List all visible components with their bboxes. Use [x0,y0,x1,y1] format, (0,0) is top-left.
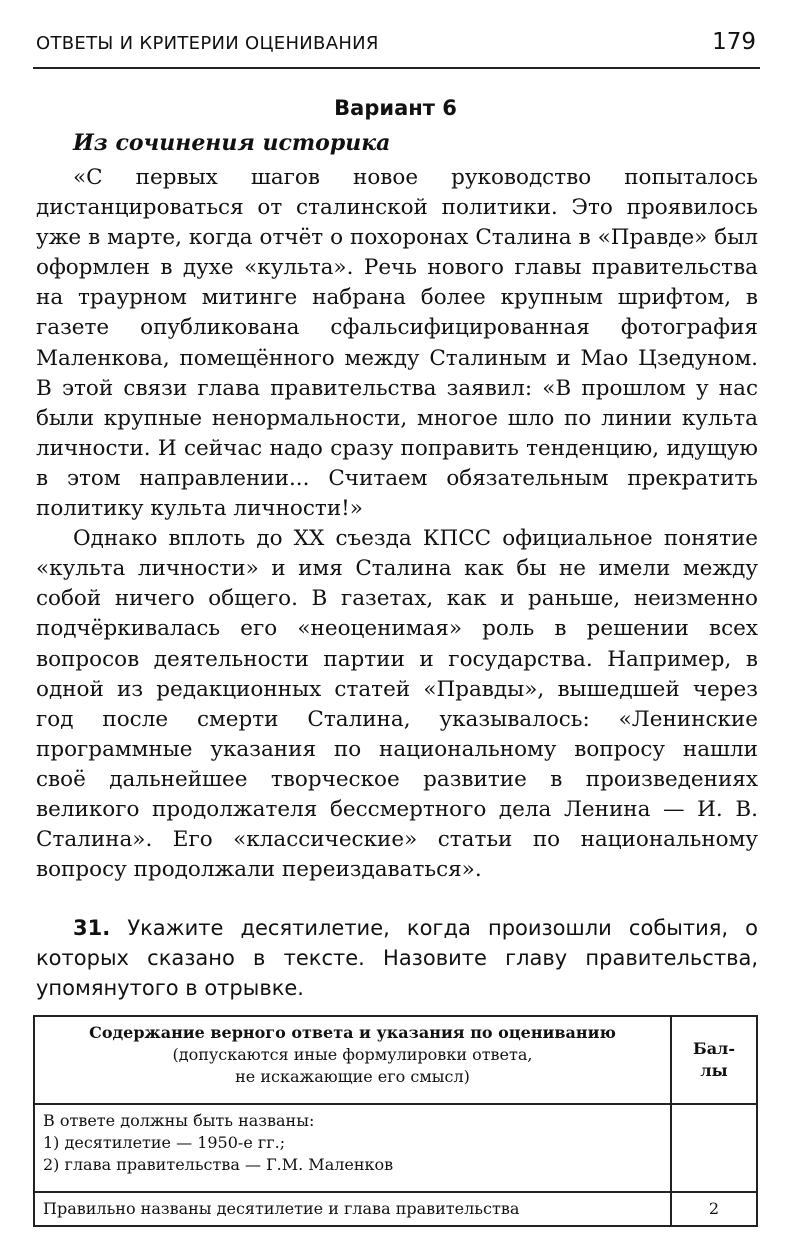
variant-title: Вариант 6 [334,96,457,120]
table-header-points [671,1016,757,1104]
header-main-line-1: Содержание верного ответа и указания по оцениванию [89,1023,616,1042]
answer-content-cell [34,1104,671,1192]
answer-line-3: 2) глава правительства — Г.М. Маленков [43,1155,394,1174]
header-main-line-2: (допускаются иные формулировки ответа, [172,1045,533,1064]
source-title: Из сочинения историка [73,130,391,156]
paragraph-2: Однако вплоть до XX съезда КПСС официальное понятие «культа личности» и имя Сталина как бы не имели между собой ничего общего. В газетах, как и раньше, неизменно подчёркивалась его «неоценимая» роль в решении всех вопросов деятельности партии и государства. Например, в одной из редакционных статей «Правды», вышедшей через год после смерти Сталина, указывалось: «Ленинские программные указания по национальному вопросу нашли своё дальнейшее творческое развитие в произведениях великого продолжателя бессмертного дела Ленина — И. В. Сталина». Его «классические» статьи по национальному вопросу продолжали переиздаваться». [36,526,758,883]
page-number: 179 [712,29,756,55]
question-31 [36,913,758,1003]
header-points-line-1: Бал- [693,1039,735,1058]
answer-points-cell [671,1104,757,1192]
question-text: Укажите десятилетие, когда произошли события, о которых сказано в тексте. Назовите главу правительства, упомянутого в отрывке. [36,916,758,1000]
answer-line-2: 1) десятилетие — 1950-е гг.; [43,1133,286,1152]
header-main-line-3: не искажающие его смысл) [235,1067,470,1086]
page-header [33,27,760,69]
table-header-content [34,1016,671,1104]
paragraph-1: «С первых шагов новое руководство попыталось дистанцироваться от сталинской политики. Это проявилось уже в марте, когда отчёт о похоронах Сталина в «Правде» был оформлен в духе «культа». Речь нового главы правительства на траурном митинге набрана более крупным шрифтом, в газете опубликована сфальсифицированная фотография Маленкова, помещённого между Сталиным и Мао Цзедуном. В этой связи глава правительства заявил: «В прошлом у нас были крупные ненормальности, многое шло по линии культа личности. И сейчас надо сразу поправить тенденцию, идущую в этом направлении... Считаем обязательным прекратить политику культа личности!» [36,165,758,522]
answer-line-1: В ответе должны быть названы: [43,1111,315,1130]
header-points-line-2: лы [700,1061,728,1080]
answer-criteria-table [33,1015,758,1227]
table-row [34,1104,757,1192]
criterion-points-cell: 2 [671,1192,757,1226]
table-header-row [34,1016,757,1104]
table-row [34,1192,757,1226]
question-number: 31. [73,916,111,940]
criterion-cell: Правильно названы десятилетие и глава правительства [34,1192,671,1226]
source-text [36,163,758,885]
running-header-title: ОТВЕТЫ И КРИТЕРИИ ОЦЕНИВАНИЯ [36,33,379,54]
